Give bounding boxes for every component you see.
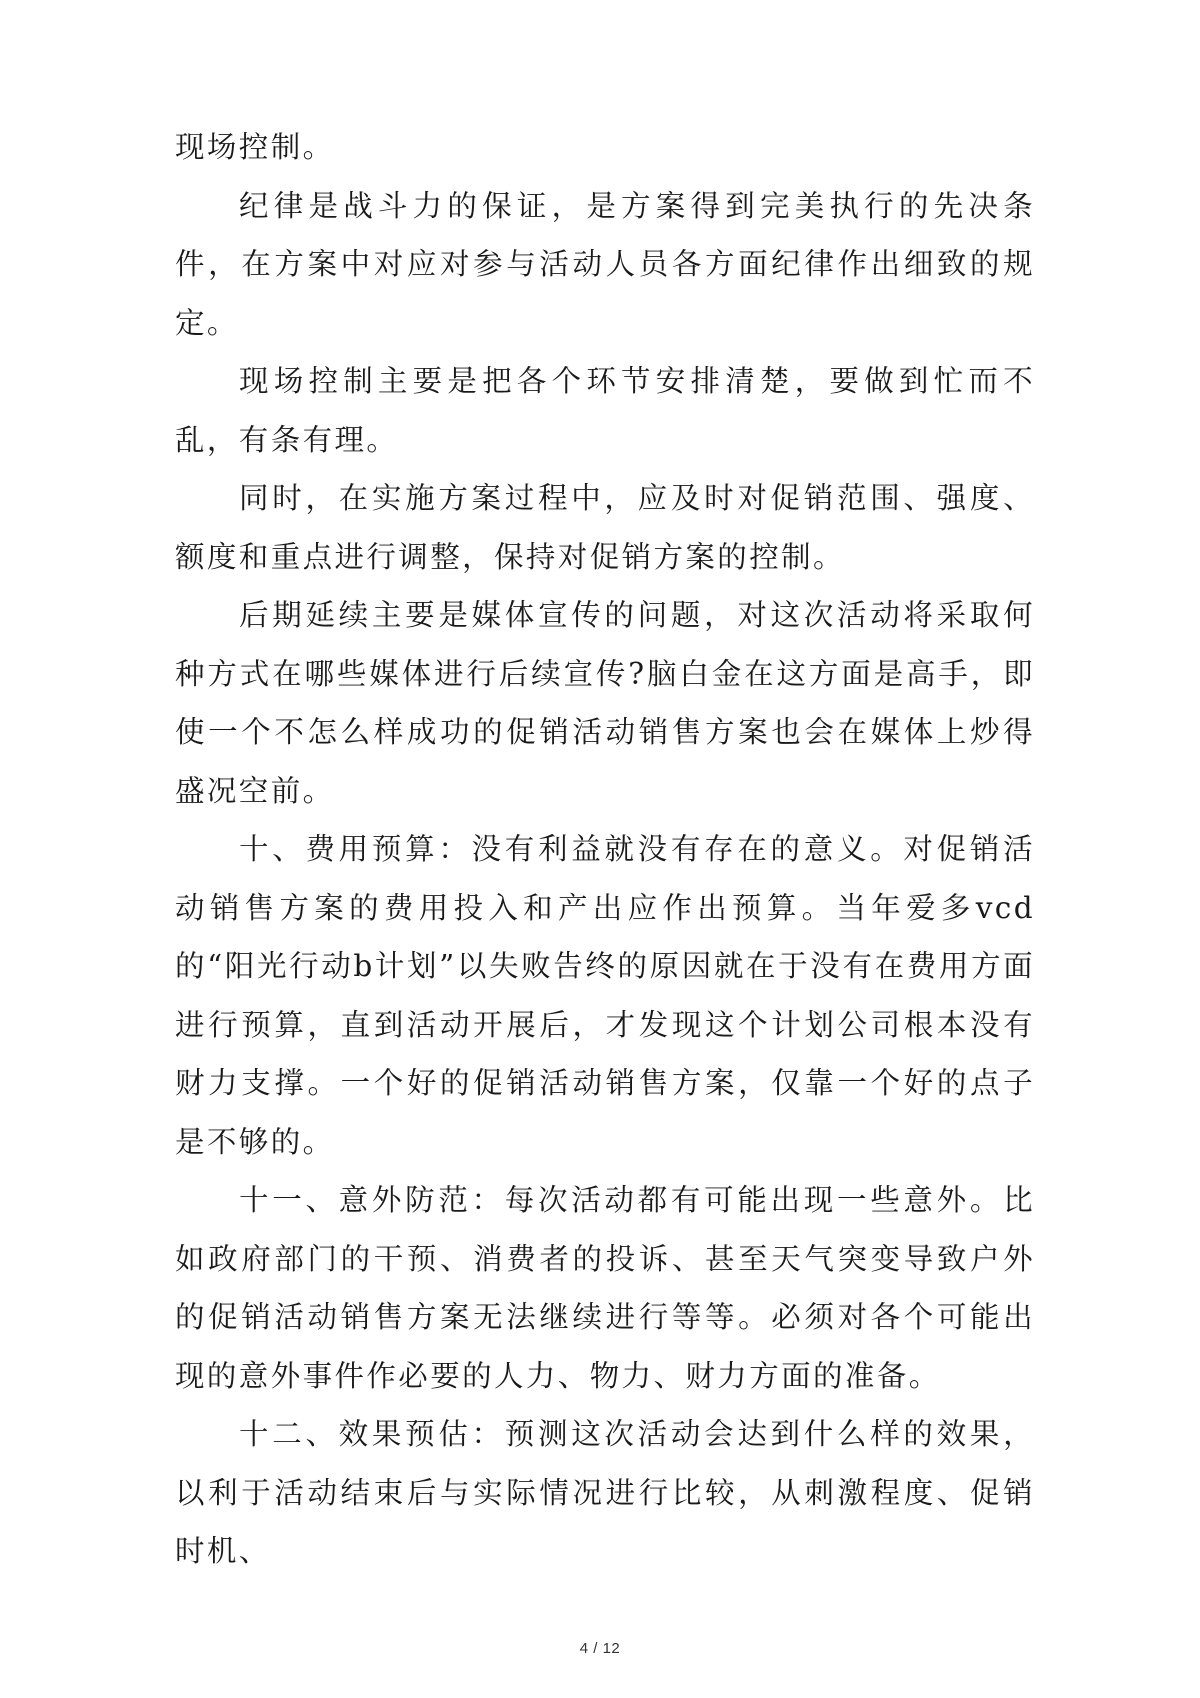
paragraph-site-control: 现场控制主要是把各个环节安排清楚，要做到忙而不乱，有条有理。 [175,364,1035,457]
paragraph-contingency: 十一、意外防范：每次活动都有可能出现一些意外。比如政府部门的干预、消费者的投诉、甚至天气突变导致户外的促销活动销售方案无法继续进行等等。必须对各个可能出现的意外事件作必要的人力、物力、财力方面的准备。 [175,1183,1035,1393]
paragraph-effect-estimate: 十二、效果预估：预测这次活动会达到什么样的效果，以利于活动结束后与实际情况进行比较，从刺激程度、促销时机、 [175,1417,1035,1568]
paragraph-adjustment: 同时，在实施方案过程中，应及时对促销范围、强度、额度和重点进行调整，保持对促销方案的控制。 [175,481,1035,574]
paragraph-continuation: 现场控制。 [175,130,335,164]
document-body [175,118,1035,1581]
paragraph-discipline: 纪律是战斗力的保证，是方案得到完美执行的先决条件，在方案中对应对参与活动人员各方面纪律作出细致的规定。 [175,188,1035,340]
page-number: 4 / 12 [579,1640,621,1657]
paragraph-follow-up: 后期延续主要是媒体宣传的问题，对这次活动将采取何种方式在哪些媒体进行后续宣传?脑白金在这方面是高手，即使一个不怎么样成功的促销活动销售方案也会在媒体上炒得盛况空前。 [175,598,1035,808]
paragraph-budget: 十、费用预算：没有利益就没有存在的意义。对促销活动销售方案的费用投入和产出应作出预算。当年爱多vcd的“阳光行动b计划”以失败告终的原因就在于没有在费用方面进行预算，直到活动开展后，才发现这个计划公司根本没有财力支撑。一个好的促销活动销售方案，仅靠一个好的点子是不够的。 [175,832,1035,1159]
